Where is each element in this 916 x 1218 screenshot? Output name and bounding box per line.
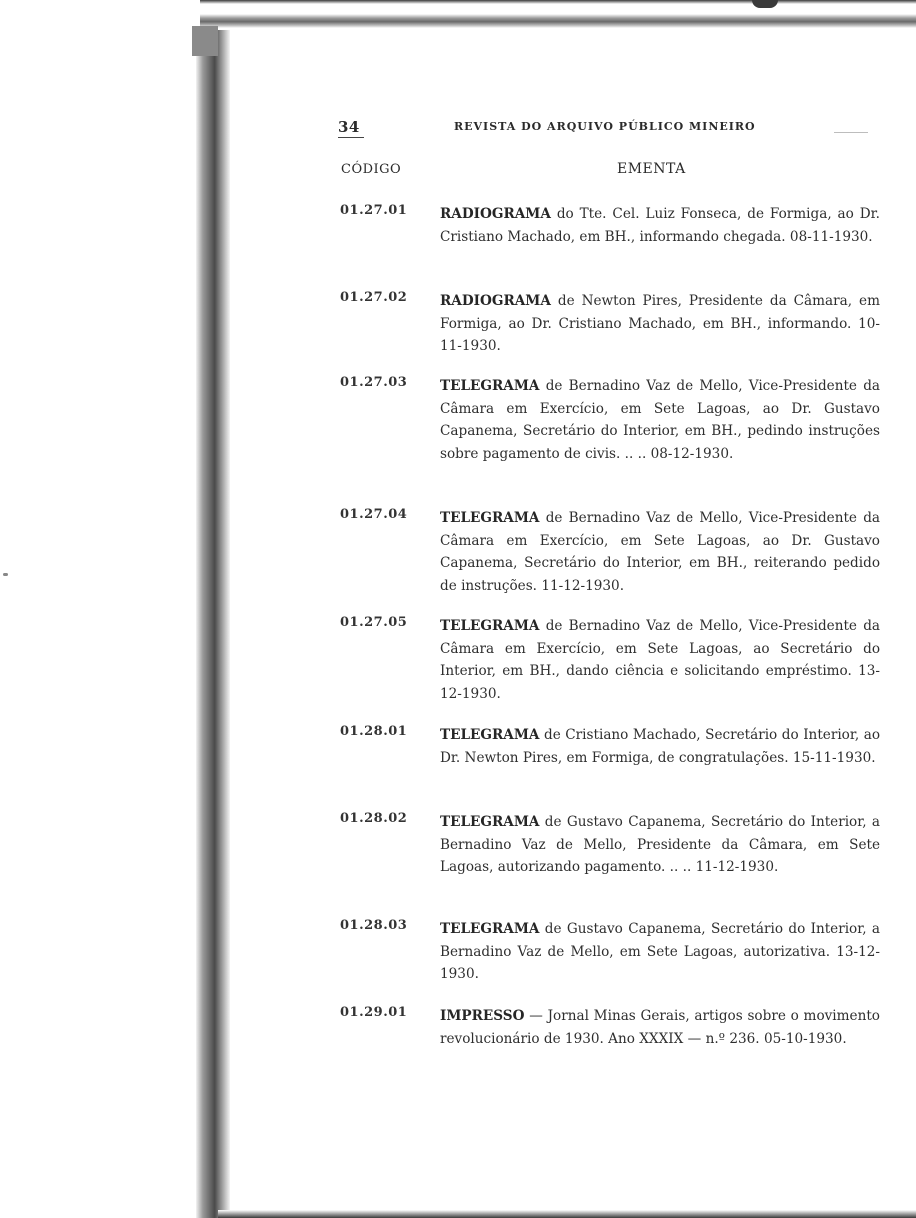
entry-summary [440,918,880,986]
entry-description: de Bernadino Vaz de Mello, Vice-Presidente da Câmara em Exercício, em Sete Lagoas, ao Dr. Gustavo Capanema, Secretário do Interior, em BH., pedindo instruções sobre pagamento de civis. .. .. 08-12-1930. [440,378,880,462]
entry-summary [440,375,880,465]
entry-summary [440,1005,880,1050]
entry-summary [440,203,880,248]
scan-speck [3,573,8,576]
entry-description: de Bernadino Vaz de Mello, Vice-Presidente da Câmara em Exercício, em Sete Lagoas, ao Secretário do Interior, em BH., dando ciência e solicitando empréstimo. 13-12-1930. [440,618,880,702]
entry-code: 01.29.01 [340,1005,408,1020]
document-type: RADIOGRAMA [440,293,551,309]
document-type: TELEGRAMA [440,814,540,830]
entry-summary [440,811,880,879]
entry-summary [440,615,880,705]
entry-description: — Jornal Minas Gerais, artigos sobre o movimento revolucionário de 1930. Ano XXXIX — n.º 236. 05-10-1930. [440,1008,880,1047]
scan-left-margin [0,0,200,1218]
document-type: TELEGRAMA [440,378,540,394]
entry-description: de Gustavo Capanema, Secretário do Interior, a Bernadino Vaz de Mello, Presidente da Câmara, em Sete Lagoas, autorizando pagamento. .. .. 11-12-1930. [440,814,880,875]
entry-code: 01.28.03 [340,918,408,933]
page-bottom-edge [218,1210,916,1218]
entry-summary [440,724,880,769]
book-spine-shadow [196,30,230,1218]
entry-summary [440,290,880,358]
entry-description: de Gustavo Capanema, Secretário do Interior, a Bernadino Vaz de Mello, em Sete Lagoas, autorizativa. 13-12-1930. [440,921,880,982]
document-type: RADIOGRAMA [440,206,551,222]
page-number-rule [338,137,364,138]
page-number: 34 [338,118,360,136]
entry-code: 01.28.01 [340,724,408,739]
entry-code: 01.27.05 [340,615,408,630]
entry-description: de Newton Pires, Presidente da Câmara, em Formiga, ao Dr. Cristiano Machado, em BH., informando. 10-11-1930. [440,293,880,354]
journal-title: REVISTA DO ARQUIVO PÚBLICO MINEIRO [454,120,756,133]
entry-code: 01.27.03 [340,375,408,390]
scan-top-notch [752,0,778,8]
entry-code: 01.27.01 [340,203,408,218]
head-dash [834,132,868,133]
document-type: TELEGRAMA [440,618,540,634]
document-type: TELEGRAMA [440,727,540,743]
document-type: TELEGRAMA [440,510,540,526]
entry-code: 01.27.02 [340,290,408,305]
document-type: TELEGRAMA [440,921,540,937]
running-head [338,114,878,138]
column-header-summary: EMENTA [617,161,686,177]
entry-code: 01.28.02 [340,811,408,826]
entry-description: de Bernadino Vaz de Mello, Vice-Presidente da Câmara em Exercício, em Sete Lagoas, ao Dr. Gustavo Capanema, Secretário do Interior, em BH., reiterando pedido de instruções. 11-12-1930. [440,510,880,594]
column-header-code: CÓDIGO [341,162,402,177]
entry-description: do Tte. Cel. Luiz Fonseca, de Formiga, ao Dr. Cristiano Machado, em BH., informando chegada. 08-11-1930. [440,206,880,245]
page-top-edge [200,14,916,28]
entry-summary [440,507,880,597]
book-spine-top [192,26,218,56]
document-type: IMPRESSO [440,1008,525,1024]
entry-code: 01.27.04 [340,507,408,522]
entry-description: de Cristiano Machado, Secretário do Interior, ao Dr. Newton Pires, em Formiga, de congratulações. 15-11-1930. [440,727,880,766]
